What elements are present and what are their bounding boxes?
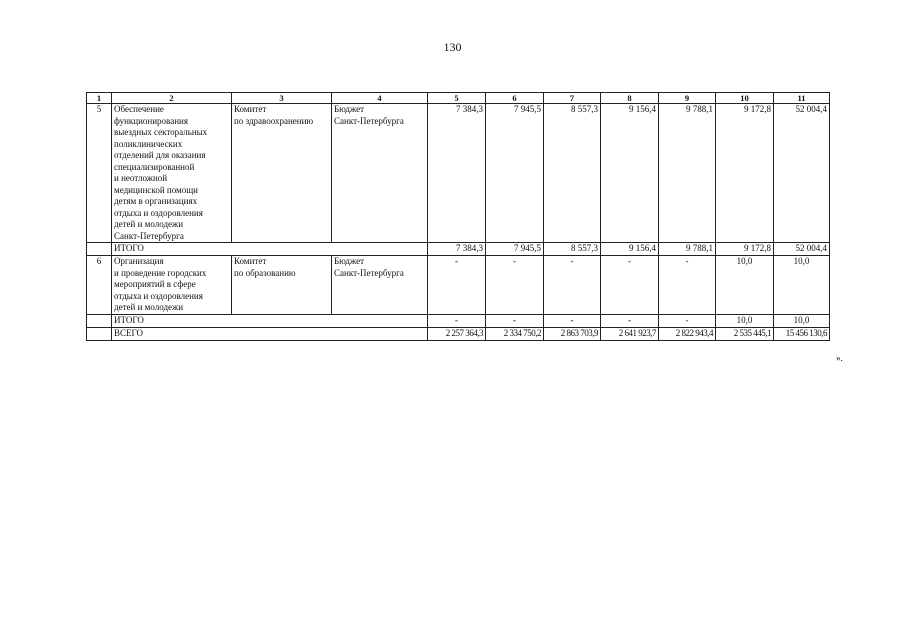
text-line: Санкт-Петербурга bbox=[334, 267, 404, 278]
header-row bbox=[87, 93, 830, 104]
value-cell: 2 334 750,2 bbox=[486, 327, 544, 340]
row-number: 6 bbox=[87, 256, 112, 315]
value-cell: 10,0 bbox=[716, 314, 774, 327]
value-cell: 9 156,4 bbox=[601, 243, 659, 256]
value-cell: 2 863 703,9 bbox=[544, 327, 601, 340]
value-cell: 2 257 364,3 bbox=[428, 327, 486, 340]
value-cell: 2 822 943,4 bbox=[659, 327, 716, 340]
text-line: отдыха и оздоровления bbox=[114, 290, 203, 301]
value-cell: 9 788,1 bbox=[659, 104, 716, 243]
value-cell: - bbox=[659, 314, 716, 327]
value-cell: 2 641 923,7 bbox=[601, 327, 659, 340]
source-cell bbox=[332, 104, 428, 243]
value-cell: 9 788,1 bbox=[659, 243, 716, 256]
header-cell: 2 bbox=[112, 93, 232, 104]
value-cell: - bbox=[601, 314, 659, 327]
text-line: Бюджет bbox=[334, 256, 365, 266]
text-line: выездных секторальных bbox=[114, 127, 208, 137]
value-cell: - bbox=[428, 314, 486, 327]
header-cell: 11 bbox=[774, 93, 830, 104]
text-line: Комитет bbox=[234, 104, 267, 114]
text-line: Санкт-Петербурга bbox=[334, 115, 404, 126]
header-cell: 10 bbox=[716, 93, 774, 104]
empty-cell bbox=[87, 327, 112, 340]
text-line: Комитет bbox=[234, 256, 267, 266]
header-cell: 6 bbox=[486, 93, 544, 104]
text-line: и неотложной bbox=[114, 173, 168, 183]
value-cell: - bbox=[659, 256, 716, 315]
text-line: детей и молодежи bbox=[114, 302, 184, 312]
text-line: функционирования bbox=[114, 115, 188, 126]
text-line: детей и молодежи bbox=[114, 219, 184, 229]
value-cell: 7 945,5 bbox=[486, 104, 544, 243]
text-line: по здравоохранению bbox=[234, 115, 314, 126]
closing-quote-mark: ». bbox=[836, 353, 843, 363]
text-line: по образованию bbox=[234, 267, 296, 278]
total-label: ИТОГО bbox=[112, 314, 428, 327]
header-cell: 9 bbox=[659, 93, 716, 104]
text-line: Организация bbox=[114, 256, 164, 266]
text-line: Бюджет bbox=[334, 104, 365, 114]
empty-cell bbox=[87, 314, 112, 327]
header-cell: 1 bbox=[87, 93, 112, 104]
table-row bbox=[87, 256, 830, 315]
value-cell: 15 456 130,6 bbox=[774, 327, 830, 340]
grand-total-label: ВСЕГО bbox=[112, 327, 428, 340]
value-cell: 8 557,3 bbox=[544, 243, 601, 256]
total-row bbox=[87, 314, 830, 327]
source-cell bbox=[332, 256, 428, 315]
value-cell: 9 172,8 bbox=[716, 104, 774, 243]
value-cell: - bbox=[601, 256, 659, 315]
value-cell: - bbox=[486, 256, 544, 315]
text-line: мероприятий в сфере bbox=[114, 279, 196, 289]
text-line: поликлинических bbox=[114, 138, 183, 149]
row-number: 5 bbox=[87, 104, 112, 243]
text-line: детям в организациях bbox=[114, 196, 198, 206]
value-cell: 52 004,4 bbox=[774, 104, 830, 243]
value-cell: 9 156,4 bbox=[601, 104, 659, 243]
total-label: ИТОГО bbox=[112, 243, 428, 256]
empty-cell bbox=[87, 243, 112, 256]
value-cell: - bbox=[544, 256, 601, 315]
value-cell: 9 172,8 bbox=[716, 243, 774, 256]
value-cell: 2 535 445,1 bbox=[716, 327, 774, 340]
activity-name bbox=[112, 104, 232, 243]
value-cell: - bbox=[428, 256, 486, 315]
header-cell: 4 bbox=[332, 93, 428, 104]
value-cell: - bbox=[486, 314, 544, 327]
header-cell: 3 bbox=[232, 93, 332, 104]
table-row bbox=[87, 104, 830, 243]
value-cell: 10,0 bbox=[774, 314, 830, 327]
value-cell: - bbox=[544, 314, 601, 327]
value-cell: 10,0 bbox=[774, 256, 830, 315]
text-line: специализированной bbox=[114, 161, 195, 172]
total-row bbox=[87, 243, 830, 256]
grand-total-row bbox=[87, 327, 830, 340]
executor-cell bbox=[232, 104, 332, 243]
header-cell: 7 bbox=[544, 93, 601, 104]
activity-name bbox=[112, 256, 232, 315]
value-cell: 8 557,3 bbox=[544, 104, 601, 243]
text-line: Санкт-Петербурга bbox=[114, 230, 184, 241]
text-line: Обеспечение bbox=[114, 104, 164, 114]
text-line: отдыха и оздоровления bbox=[114, 207, 203, 218]
text-line: отделений для оказания bbox=[114, 150, 206, 160]
value-cell: 10,0 bbox=[716, 256, 774, 315]
page-number: 130 bbox=[443, 40, 462, 54]
value-cell: 7 384,3 bbox=[428, 243, 486, 256]
value-cell: 52 004,4 bbox=[774, 243, 830, 256]
header-cell: 5 bbox=[428, 93, 486, 104]
text-line: и проведение городских bbox=[114, 267, 207, 278]
executor-cell bbox=[232, 256, 332, 315]
text-line: медицинской помощи bbox=[114, 184, 198, 195]
header-cell: 8 bbox=[601, 93, 659, 104]
budget-table bbox=[86, 92, 830, 341]
value-cell: 7 945,5 bbox=[486, 243, 544, 256]
value-cell: 7 384,3 bbox=[428, 104, 486, 243]
